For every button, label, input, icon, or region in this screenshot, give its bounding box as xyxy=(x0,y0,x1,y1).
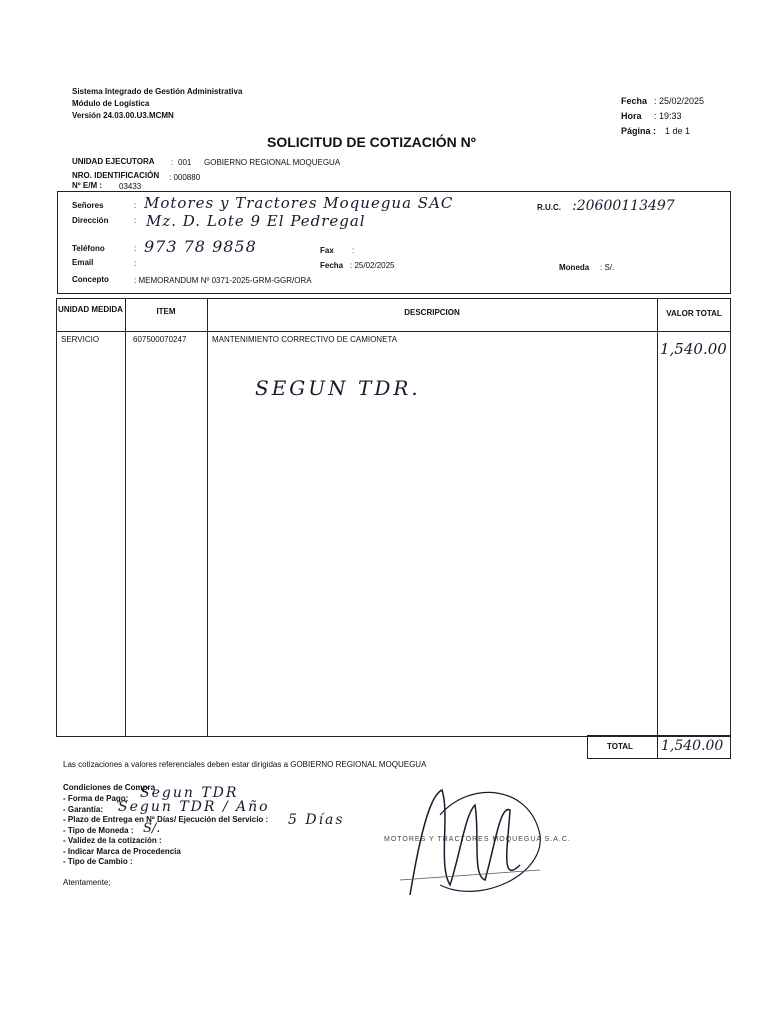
concepto-value: : MEMORANDUM Nº 0371-2025-GRM-GGR/ORA xyxy=(134,276,312,285)
footer-note: Las cotizaciones a valores referenciales deben estar dirigidas a GOBIERNO REGIONAL MOQUEGUA xyxy=(63,760,427,769)
signature xyxy=(380,775,560,915)
plazo-label: - Plazo de Entrega en Nº Días/ Ejecución del Servicio : xyxy=(63,815,269,824)
date-label: Fecha xyxy=(621,96,648,106)
concepto-label: Concepto xyxy=(72,275,109,284)
ruc-value: :20600113497 xyxy=(572,198,675,214)
col-divider-3 xyxy=(657,298,658,736)
senores-label: Señores xyxy=(72,201,104,210)
nro-label: NRO. IDENTIFICACIÓN xyxy=(72,171,160,180)
direccion-colon: : xyxy=(134,216,137,225)
em-label: Nº E/M : xyxy=(72,181,103,190)
items-table xyxy=(56,298,731,737)
marca-label: - Indicar Marca de Procedencia xyxy=(63,847,181,856)
moneda-value: : S/. xyxy=(600,263,615,272)
unit-sep: : xyxy=(171,158,174,167)
module-name: Módulo de Logística xyxy=(72,99,150,108)
header-descripcion: DESCRIPCION xyxy=(404,308,460,317)
page-value: 1 de 1 xyxy=(665,126,691,136)
header-valor-total: VALOR TOTAL xyxy=(666,309,722,318)
telefono-value: 973 78 9858 xyxy=(144,237,257,256)
total-divider xyxy=(657,735,658,758)
telefono-label: Teléfono xyxy=(72,244,105,253)
table-header-divider xyxy=(56,331,730,332)
fecha-value: : 25/02/2025 xyxy=(350,261,395,270)
version-text: Versión 24.03.00.U3.MCMN xyxy=(72,111,174,120)
email-label: Email xyxy=(72,258,94,267)
fax-value: : xyxy=(352,246,355,255)
fax-label: Fax xyxy=(320,246,334,255)
conditions-title: Condiciones de Compra xyxy=(63,783,156,792)
plazo-value: 5 Días xyxy=(288,812,345,828)
document-title: SOLICITUD DE COTIZACIÓN Nº xyxy=(267,134,476,150)
direccion-label: Dirección xyxy=(72,216,109,225)
email-value: : xyxy=(134,259,137,268)
unit-code: 001 xyxy=(178,158,192,167)
atentamente-text: Atentamente; xyxy=(63,878,111,887)
nro-value: : 000880 xyxy=(169,173,201,182)
senores-colon: : xyxy=(134,201,137,210)
total-label: TOTAL xyxy=(607,742,633,751)
forma-pago-label: - Forma de Pago: xyxy=(63,794,129,803)
row-valor: 1,540.00 xyxy=(660,340,727,358)
row-handwritten-note: SEGUN TDR. xyxy=(255,376,421,400)
tipo-moneda-label: - Tipo de Moneda : xyxy=(63,826,134,835)
em-value: 03433 xyxy=(119,182,142,191)
header-item: ITEM xyxy=(156,307,176,316)
date-value: : 25/02/2025 xyxy=(654,96,705,106)
supplier-name: Motores y Tractores Moquegua SAC xyxy=(144,194,454,212)
garantia-value: Segun TDR / Año xyxy=(118,799,270,815)
unit-name: GOBIERNO REGIONAL MOQUEGUA xyxy=(204,158,341,167)
cambio-label: - Tipo de Cambio : xyxy=(63,857,133,866)
forma-pago-value: Segun TDR xyxy=(140,785,239,801)
system-name: Sistema Integrado de Gestión Administrativa xyxy=(72,87,243,96)
time-label: Hora xyxy=(621,111,642,121)
fecha-label: Fecha xyxy=(320,261,344,270)
unit-label: UNIDAD EJECUTORA xyxy=(72,157,155,166)
header-unidad-medida: UNIDAD MEDIDA xyxy=(58,305,123,314)
telefono-colon: : xyxy=(134,244,137,253)
col-divider-1 xyxy=(125,298,126,736)
total-value: 1,540.00 xyxy=(661,738,724,754)
moneda-label: Moneda xyxy=(559,263,590,272)
row-item: 607500070247 xyxy=(133,335,187,344)
supplier-address: Mz. D. Lote 9 El Pedregal xyxy=(146,212,366,230)
tipo-moneda-value: S/. xyxy=(143,821,161,836)
row-descripcion: MANTENIMIENTO CORRECTIVO DE CAMIONETA xyxy=(212,335,398,344)
col-divider-2 xyxy=(207,298,208,736)
page-label: Página : xyxy=(621,126,657,136)
company-stamp: MOTORES Y TRACTORES MOQUEGUA S.A.C. xyxy=(384,836,571,843)
ruc-label: R.U.C. xyxy=(537,203,561,212)
garantia-label: - Garantía: xyxy=(63,805,104,814)
validez-label: - Validez de la cotización : xyxy=(63,836,162,845)
row-unidad: SERVICIO xyxy=(61,335,100,344)
time-value: : 19:33 xyxy=(654,111,682,121)
